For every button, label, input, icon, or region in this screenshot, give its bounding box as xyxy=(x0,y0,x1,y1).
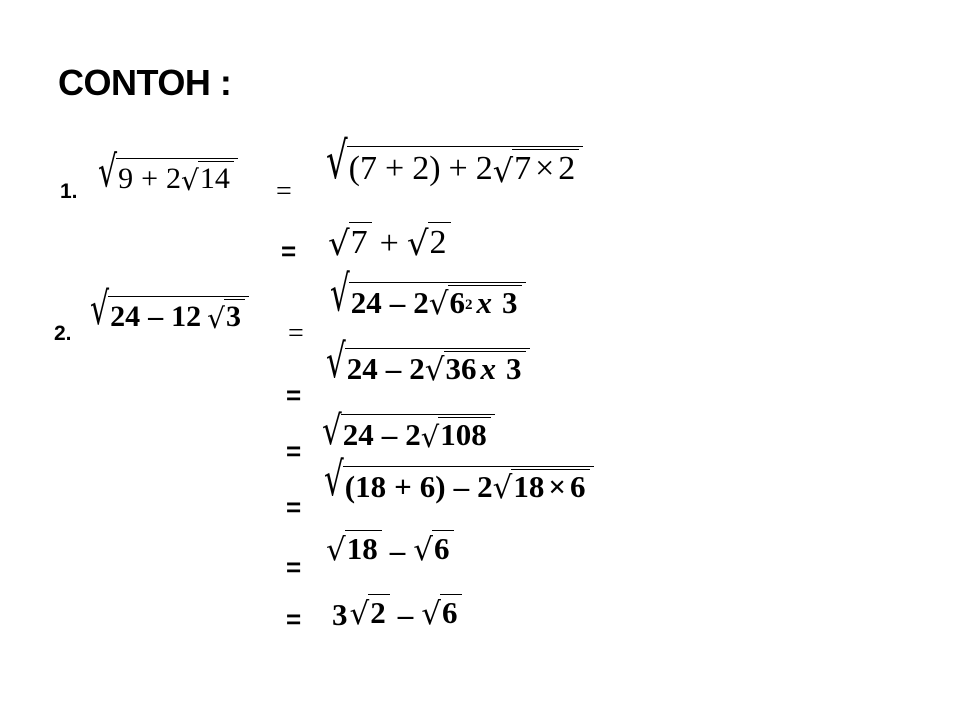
equals-sign: = xyxy=(288,318,304,349)
radical-sign: √ xyxy=(326,334,346,389)
radical-sign: √ xyxy=(181,163,199,197)
equals-sign: = xyxy=(276,176,292,207)
example-1-number: 1. xyxy=(60,180,78,203)
radical-sign: √ xyxy=(326,131,348,192)
example-1-rhs-2: √ 7 + √ 2 xyxy=(328,222,451,261)
radical-sign: √ xyxy=(98,146,118,198)
radical-sign: √ xyxy=(413,531,434,568)
radical-sign: √ xyxy=(328,223,350,264)
radical-sign: √ xyxy=(492,151,514,190)
radical-sign: √ xyxy=(207,301,225,335)
radical-sign: √ xyxy=(406,223,429,264)
page-title: CONTOH : xyxy=(58,62,232,103)
radical-sign: √ xyxy=(492,469,513,506)
radical-sign: √ xyxy=(330,265,350,323)
example-2-step-4: √ (18 + 6) – 2 √ 18 × 6 xyxy=(324,466,594,504)
outer-root: √ 9 + 2 √ 14 xyxy=(98,158,238,195)
example-1-lhs xyxy=(98,146,238,198)
radical-sign: √ xyxy=(326,531,346,568)
example-2-step-1: √ 24 – 2 √ 6 $^2$ x 3 xyxy=(330,282,526,320)
example-1-rhs-1: √ (7 + 2) + 2 √ 7 × 2 xyxy=(326,146,583,187)
equals-sign: = xyxy=(281,236,297,266)
example-2-step-3: √ 24 – 2 √ 108 xyxy=(322,414,495,452)
equals-sign: = xyxy=(286,604,302,634)
radical-sign: √ xyxy=(420,419,440,454)
radical-sign: √ xyxy=(428,285,449,322)
example-2-lhs: √ 24 – 12 √ 3 xyxy=(90,296,249,333)
equals-sign: = xyxy=(286,380,302,410)
radical-sign: √ xyxy=(322,407,342,455)
radical-sign: √ xyxy=(424,351,445,388)
example-2-step-2: √ 24 – 2 √ 36 x 3 xyxy=(326,348,530,386)
radical-sign: √ xyxy=(421,595,442,632)
radical-sign: √ xyxy=(349,595,370,632)
equals-sign: = xyxy=(286,492,302,522)
equals-sign: = xyxy=(286,552,302,582)
example-2-step-5: √ 18 – √ 6 xyxy=(326,530,454,566)
radical-sign: √ xyxy=(324,452,344,507)
example-2-step-6: 3 √ 2 – √ 6 xyxy=(332,594,462,630)
radical-sign: √ xyxy=(90,283,110,336)
inner-root: √ 14 xyxy=(181,161,234,195)
example-2-number: 2. xyxy=(54,322,72,345)
equals-sign: = xyxy=(286,436,302,466)
